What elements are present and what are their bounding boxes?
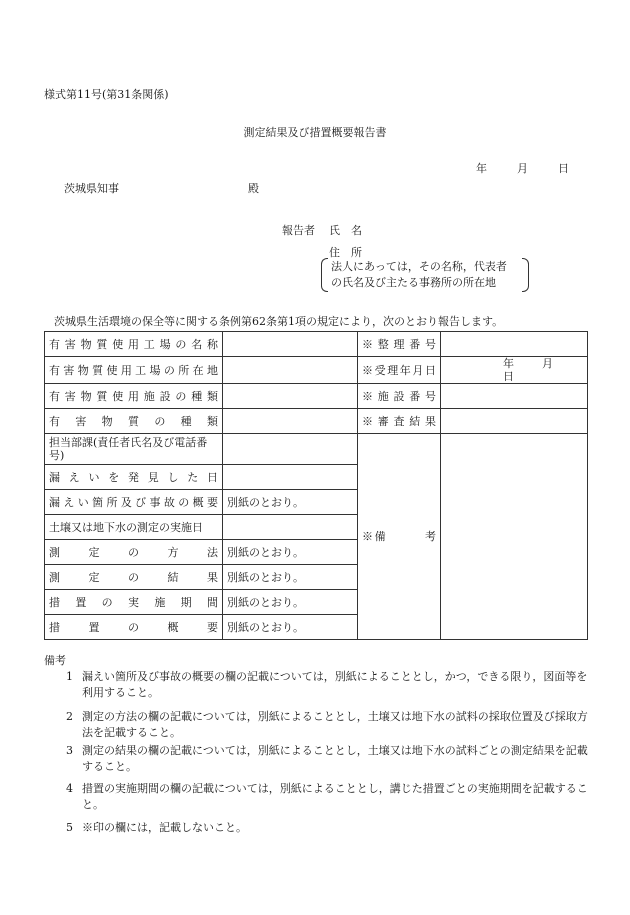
factory-location-field[interactable]	[223, 357, 358, 384]
measure-period-field[interactable]: 別紙のとおり。	[223, 590, 358, 615]
date-year-label: 年	[476, 162, 487, 175]
left-bracket	[321, 258, 328, 292]
row-label: 有害物質使用工場の名称	[45, 332, 223, 357]
juri-nengappi-field	[441, 357, 588, 384]
row-label: 措置の概要	[45, 615, 223, 640]
table-row	[45, 384, 588, 409]
juri-day-label: 日	[503, 370, 514, 383]
shisetsu-bango-field	[441, 384, 588, 409]
corporation-note-text	[331, 259, 507, 291]
shinsa-kekka-field	[441, 409, 588, 434]
note-item	[66, 743, 586, 775]
note-number: 3	[66, 744, 73, 757]
shinsa-kekka-label: ※審査結果	[358, 409, 441, 434]
row-label: 土壌又は地下水の測定の実施日	[45, 515, 223, 540]
row-label: 措置の実施期間	[45, 590, 223, 615]
juri-nengappi-label: ※受理年月日	[358, 357, 441, 384]
biko-label: ※備 考	[358, 434, 441, 640]
right-bracket	[522, 258, 529, 292]
seiri-bango-label: ※整理番号	[358, 332, 441, 357]
measurement-date-field[interactable]	[223, 515, 358, 540]
seiri-bango-field	[441, 332, 588, 357]
table-row	[45, 357, 588, 384]
row-label: 担当部課(責任者氏名及び電話番号)	[45, 434, 223, 465]
note-text: ※印の欄には，記載しないこと。	[82, 821, 247, 834]
intro-text: 茨城県生活環境の保全等に関する条例第62条第1項の規定により，次のとおり報告します。	[54, 315, 504, 328]
note-item	[66, 820, 586, 836]
date-row	[476, 160, 569, 176]
shisetsu-bango-label: ※施設番号	[358, 384, 441, 409]
note-text: 測定の方法の欄の記載については，別紙によることとし，土壌又は地下水の試料の採取位置及び採取方法を記載すること。	[82, 710, 588, 739]
date-day-label: 日	[558, 162, 569, 175]
note-number: 2	[66, 710, 73, 723]
reporter-name-label: 氏 名	[329, 224, 362, 237]
measurement-result-field[interactable]: 別紙のとおり。	[223, 565, 358, 590]
juri-month-label: 月	[542, 357, 553, 370]
corporation-note	[321, 258, 529, 292]
facility-type-field[interactable]	[223, 384, 358, 409]
notes-title: 備考	[44, 654, 66, 667]
discovery-date-field[interactable]	[223, 465, 358, 490]
honorific: 殿	[248, 182, 259, 195]
row-label: 測定の結果	[45, 565, 223, 590]
note-number: 4	[66, 782, 73, 795]
juri-year-label: 年	[503, 357, 514, 370]
row-label: 有害物質使用施設の種類	[45, 384, 223, 409]
table-row	[45, 332, 588, 357]
accident-summary-field[interactable]: 別紙のとおり。	[223, 490, 358, 515]
note-number: 5	[66, 821, 73, 834]
department-field[interactable]	[223, 434, 358, 465]
row-label: 漏えい箇所及び事故の概要	[45, 490, 223, 515]
note-item	[66, 781, 586, 813]
row-label: 測定の方法	[45, 540, 223, 565]
biko-field	[441, 434, 588, 640]
note-item	[66, 709, 586, 741]
note-text: 測定の結果の欄の記載については，別紙によることとし，土壌又は地下水の試料ごとの測定結果を記載すること。	[82, 744, 588, 773]
measure-summary-field[interactable]: 別紙のとおり。	[223, 615, 358, 640]
factory-name-field[interactable]	[223, 332, 358, 357]
measurement-method-field[interactable]: 別紙のとおり。	[223, 540, 358, 565]
note-text: 措置の実施期間の欄の記載については，別紙によることとし，講じた措置ごとの実施期間を記載すること。	[82, 782, 588, 811]
report-table	[44, 331, 588, 640]
note-text: 漏えい箇所及び事故の概要の欄の記載については，別紙によることとし，かつ，できる限り，図面等を利用すること。	[82, 670, 588, 699]
corporation-note-line: 法人にあっては，その名称，代表者	[331, 260, 507, 273]
note-number: 1	[66, 670, 73, 683]
reporter-address-label: 住 所	[329, 246, 362, 259]
form-number: 様式第11号(第31条関係)	[44, 88, 169, 101]
date-month-label: 月	[517, 162, 528, 175]
table-row	[45, 434, 588, 465]
note-item	[66, 669, 586, 701]
addressee: 茨城県知事	[64, 182, 119, 195]
substance-type-field[interactable]	[223, 409, 358, 434]
reporter-label: 報告者	[282, 224, 315, 237]
document-title: 測定結果及び措置概要報告書	[243, 126, 387, 139]
row-label: 有害物質使用工場の所在地	[45, 357, 223, 384]
row-label: 有害物質の種類	[45, 409, 223, 434]
table-row	[45, 409, 588, 434]
row-label: 漏えいを発見した日	[45, 465, 223, 490]
corporation-note-line: の氏名及び主たる事務所の所在地	[331, 276, 496, 289]
